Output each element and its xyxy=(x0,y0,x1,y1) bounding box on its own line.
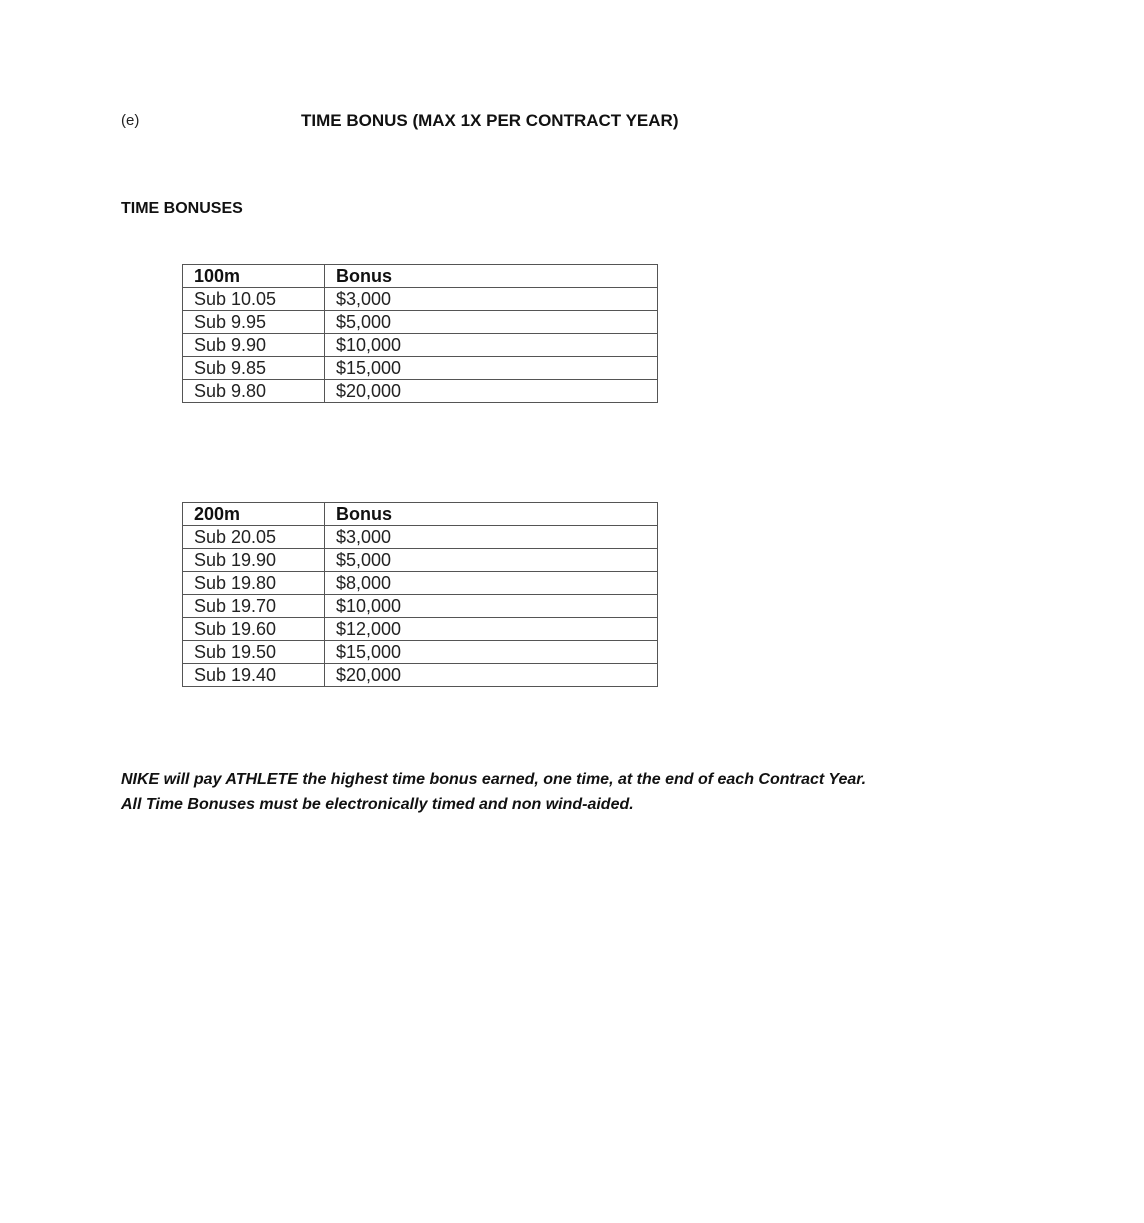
table-header-row xyxy=(183,265,658,288)
header-bonus: Bonus xyxy=(325,265,658,288)
header-bonus: Bonus xyxy=(325,503,658,526)
time-cell: Sub 19.50 xyxy=(183,641,325,664)
time-cell: Sub 9.95 xyxy=(183,311,325,334)
time-cell: Sub 19.60 xyxy=(183,618,325,641)
bonus-cell: $12,000 xyxy=(325,618,658,641)
bonus-cell: $20,000 xyxy=(325,664,658,687)
table-row xyxy=(183,641,658,664)
time-cell: Sub 20.05 xyxy=(183,526,325,549)
bonus-cell: $15,000 xyxy=(325,357,658,380)
time-cell: Sub 10.05 xyxy=(183,288,325,311)
table-row xyxy=(183,549,658,572)
bonus-cell: $15,000 xyxy=(325,641,658,664)
bonus-cell: $20,000 xyxy=(325,380,658,403)
time-bonuses-heading: TIME BONUSES xyxy=(121,200,243,217)
header-event: 100m xyxy=(183,265,325,288)
bonus-cell: $10,000 xyxy=(325,595,658,618)
time-cell: Sub 9.80 xyxy=(183,380,325,403)
table-header-row xyxy=(183,503,658,526)
bonus-cell: $3,000 xyxy=(325,526,658,549)
table-row xyxy=(183,380,658,403)
table-row xyxy=(183,595,658,618)
table-row xyxy=(183,357,658,380)
table-row xyxy=(183,311,658,334)
bonus-cell: $3,000 xyxy=(325,288,658,311)
time-cell: Sub 19.80 xyxy=(183,572,325,595)
section-title: TIME BONUS (MAX 1X PER CONTRACT YEAR) xyxy=(301,111,679,130)
table-row xyxy=(183,664,658,687)
time-cell: Sub 19.90 xyxy=(183,549,325,572)
bonus-cell: $5,000 xyxy=(325,311,658,334)
time-cell: Sub 19.70 xyxy=(183,595,325,618)
table-row xyxy=(183,288,658,311)
table-row xyxy=(183,526,658,549)
bonus-cell: $8,000 xyxy=(325,572,658,595)
timing-note: All Time Bonuses must be electronically timed and non wind-aided. xyxy=(121,796,634,813)
table-row xyxy=(183,618,658,641)
payment-note: NIKE will pay ATHLETE the highest time bonus earned, one time, at the end of each Contract Year. xyxy=(121,771,867,788)
time-cell: Sub 19.40 xyxy=(183,664,325,687)
header-event: 200m xyxy=(183,503,325,526)
bonus-cell: $10,000 xyxy=(325,334,658,357)
table-100m-bonuses xyxy=(182,264,658,403)
table-200m-bonuses xyxy=(182,502,658,687)
table-row xyxy=(183,334,658,357)
time-cell: Sub 9.90 xyxy=(183,334,325,357)
section-marker: (e) xyxy=(121,112,140,129)
time-cell: Sub 9.85 xyxy=(183,357,325,380)
table-row xyxy=(183,572,658,595)
bonus-cell: $5,000 xyxy=(325,549,658,572)
